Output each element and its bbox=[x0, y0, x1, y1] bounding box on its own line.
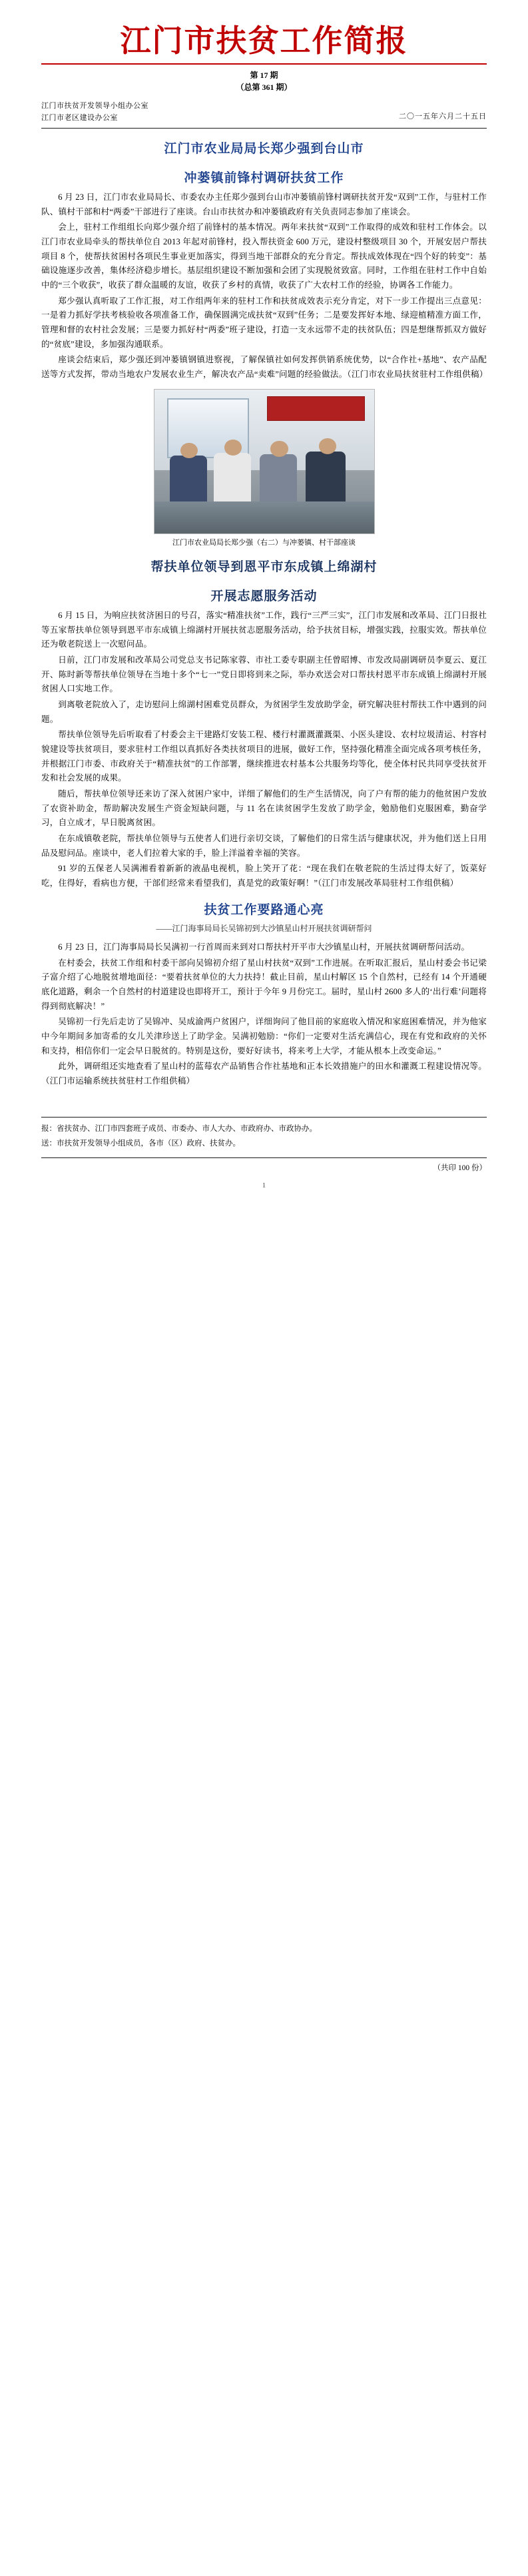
article-1-paragraph-1: 6 月 23 日，江门市农业局局长、市委农办主任郑少强到台山市冲蒌镇前锋村调研扶贫开发“双到”工作，与驻村工作队、镇村干部和村“两委”干部进行了座谈。台山市扶贫办和冲蒌镇政府有关负责同志参加了座谈会。 bbox=[41, 192, 487, 216]
photo-person-2 bbox=[214, 453, 251, 505]
footer-divider-top bbox=[41, 1117, 487, 1118]
issuing-offices bbox=[41, 101, 148, 124]
issue-total: （总第 361 期） bbox=[236, 83, 292, 93]
org-row bbox=[41, 101, 487, 124]
issue-number: 第 17 期 bbox=[250, 70, 278, 80]
meeting-photo bbox=[154, 389, 375, 534]
article-3-paragraph-3: 吴锦初一行先后走访了吴锦冲、吴成渝两户贫困户，详细询问了他目前的家庭收入情况和家庭困难情况，并为他家中今年期间多加寄希的女儿关津珍送上了助学金。吴满初勉励：“你们一定要对生活充满信心，现在有党和政府的关怀和支持，相信你们一定会早日脱贫的。特别是这份，要好好读书，将来考上大学，才能从根本上改变命运。” bbox=[41, 1017, 487, 1056]
photo-person-4 bbox=[306, 452, 345, 505]
article-2-paragraph-4: 帮扶单位领导先后听取看了村委会主干建路灯安装工程、楼行村灌溉灌溉渠、小医头建设、农村垃圾清运、村容村貌建设等扶贫项目，要求驻村工作组以真抓好各类扶贫项目的进展，做好工作，坚持强化精准全面完成各项考核任务，并根据江门市委、市政府关于“精准扶贫”的工作部署，继续推进农村基本公共服务均等化，使全体村民共同享受扶贫开发和社会发展的成果。 bbox=[41, 730, 487, 783]
photo-person-4-head bbox=[319, 438, 336, 454]
article-1-photo-block bbox=[41, 389, 487, 549]
article-1-paragraph-4: 座谈会结束后，郑少强还到冲蒌镇钢镇进察视，了解保镇社如何发挥供销系统优势，以“合作社+基地”、农产品配送等方式发挥，带动当地农户发展农业生产，解决农产品“卖难”问题的经验做法。（江门市农业局扶贫驻村工作组供稿） bbox=[41, 355, 488, 380]
page-number: 1 bbox=[262, 1181, 266, 1189]
article-2-paragraph-1: 6 月 15 日，为响应扶贫济困日的号召，落实“精准扶贫”工作，践行“三严三实”，江门市发展和改革局、江门日报社等五家帮扶单位领导到恩平市东成镇上绵湖村开展扶贫志愿服务活动，给予扶贫目标，增强实践，拉服实效。帮扶单位还为敬老院送上一次慰问品。 bbox=[41, 611, 487, 649]
article-1-title-line-1: 江门市农业局局长郑少强到台山市 bbox=[164, 142, 364, 157]
article-2-paragraph-2: 日前，江门市发展和改革局公司党总支书记陈家蓉、市社工委专职副主任曾昭博、市发改局副调研员李夏云、夏江开、陈时新等帮扶单位领导在当地十多个“七一”党日即将到来之际，举办欢送会对口帮扶村恩平市东成镇上绵湖村开展贫困人口实地工作。 bbox=[41, 655, 487, 694]
masthead-divider bbox=[41, 63, 487, 65]
article-1-paragraph-2: 会上，驻村工作组组长向郑少强介绍了前锋村的基本情况。两年来扶贫“双到”工作取得的成效和驻村工作体会。以江门市农业局牵头的帮扶单位自 2013 年起对前锋村，投入帮扶资金 600 万元，建设村整级项目 30 个，开展安居户帮扶项目 8 个，使帮扶贫困村各项民生事业更加落实，得到当地干部群众的充分肯定。帮扶成效体现在“四个好的转变”：基础设施逐步改善，集体经济稳步增长。基层组织建设不断加强和会团了实现脱贫致富。同时，工作组在驻村工作中自始中的“三个收获”，收获了群众温暖的友谊，收获了乡村的真情，收获了广大农村工作的经验，协调各工作能力。 bbox=[41, 222, 487, 290]
article-3-title: 扶贫工作要路通心亮 bbox=[204, 902, 324, 917]
article-1-paragraph-3: 郑少强认真听取了工作汇报，对工作组两年来的驻村工作和扶贫成效表示充分肯定，对下一步工作提出三点意见：一是着力抓好学扶考核验收各项准备工作，确保圆满完成扶贫“双到”任务；二是要发挥好本地、绿迎植精准方面工作，管理和督的农村社会发展；三是要力抓好村“两委”班子建设，打造一支永远带不走的扶贫队伍；四是想继帮抓双方做好的“贫底”建设，多加强沟通联系。 bbox=[41, 296, 487, 349]
article-1-title-line-2: 冲蒌镇前锋村调研扶贫工作 bbox=[184, 170, 344, 185]
article-1-photo-caption: 江门市农业局局长郑少强（右二）与冲蒌镇、村干部座谈 bbox=[172, 538, 356, 547]
article-2-title-line-1: 帮扶单位领导到恩平市东成镇上绵湖村 bbox=[150, 560, 378, 575]
header-divider bbox=[41, 128, 487, 129]
article-3 bbox=[41, 900, 487, 1089]
issuing-office-2: 江门市老区建设办公室 bbox=[41, 113, 118, 122]
article-3-subtitle: ——江门海事局局长吴锦初到大沙镇星山村开展扶贫调研帮问 bbox=[156, 923, 372, 933]
article-2-title-line-2: 开展志愿服务活动 bbox=[210, 589, 318, 603]
photo-banner bbox=[267, 396, 365, 421]
distribution-report: 报：省扶贫办、江门市四套班子成员、市委办、市人大办、市政府办、市政协办。 bbox=[41, 1124, 317, 1133]
article-2 bbox=[41, 557, 487, 890]
article-3-paragraph-1: 6 月 23 日，江门海事局局长吴满初一行首周而来到对口帮扶村开平市大沙镇星山村，开展扶贫调研帮问活动。 bbox=[58, 942, 470, 952]
photo-table bbox=[154, 501, 374, 533]
photo-person-3-head bbox=[270, 441, 288, 457]
page-title: 江门市扶贫工作简报 bbox=[120, 24, 408, 58]
issuing-office-1: 江门市扶贫开发领导小组办公室 bbox=[41, 102, 148, 111]
article-2-paragraph-5: 随后，帮扶单位领导还来访了深入贫困户家中，详细了解他们的生产生活情况，向了户有帮的能力的他贫困户发放了农资补助金，帮助解决发展生产资金短缺问题，与 11 名在读贫困学生发放了助学金，勉励他们克服困难，勤奋学习，自立成才，早日脱离贫困。 bbox=[41, 789, 487, 828]
article-2-paragraph-7: 91 岁的五保老人吴满湘看着新新的液晶电视机，脸上笑开了花：“现在我们在敬老院的生活过得太好了，饭菜好吃，住得好，看病也方便，干部们经常来看望我们，真是党的政策好啊！”（江门市发展改革局驻村工作组供稿） bbox=[41, 864, 487, 888]
print-count: （共印 100 份） bbox=[433, 1163, 487, 1172]
photo-person-3 bbox=[260, 454, 297, 505]
article-1 bbox=[41, 139, 487, 548]
issue-block bbox=[41, 69, 487, 94]
article-3-paragraph-2: 在村委会，扶贫工作组和村委干部向吴锦初介绍了星山村扶贫“双到”工作进展。在听取汇报后，星山村委会书记梁子富介绍了心地脱贫增地面径：“要着扶贫单位的大力扶持！截止目前，星山村解区 15 个自然村，已经有 14 个开通硬底化道路，剩余一个自然村的村道建设也即将开工，预计于今年 9 月份完工。届时，星山村 2600 多人的‘出行难’问题将得到彻底解决！” bbox=[41, 958, 487, 1011]
masthead bbox=[41, 17, 487, 94]
publish-date: 二〇一五年六月二十五日 bbox=[399, 112, 487, 121]
distribution-send: 送：市扶贫开发领导小组成员，各市（区）政府、扶贫办。 bbox=[41, 1139, 240, 1148]
article-3-paragraph-4: 此外，调研组还实地查看了星山村的蓝莓农产品销售合作社基地和正本长效措施户的田水和灌溉工程建设情况等。（江门市运输系统扶贫驻村工作组供稿） bbox=[41, 1062, 487, 1086]
footer-divider-bottom bbox=[41, 1157, 487, 1158]
bottom-spacer bbox=[41, 1096, 487, 1105]
article-2-paragraph-3: 到离敬老院放入了，走访慰问上绵湖村困难党员群众，为贫困学生发放助学金，研究解决驻村帮扶工作中遇到的问题。 bbox=[41, 699, 487, 724]
photo-person-1 bbox=[170, 456, 207, 504]
article-2-paragraph-6: 在东成镇敬老院，帮扶单位领导与五使者人们进行亲切交谈，了解他们的日常生活与健康状况，并为他们送上日用品及慰问品。座谈中，老人们拉着大家的手，脸上洋溢着幸福的笑容。 bbox=[41, 833, 487, 858]
